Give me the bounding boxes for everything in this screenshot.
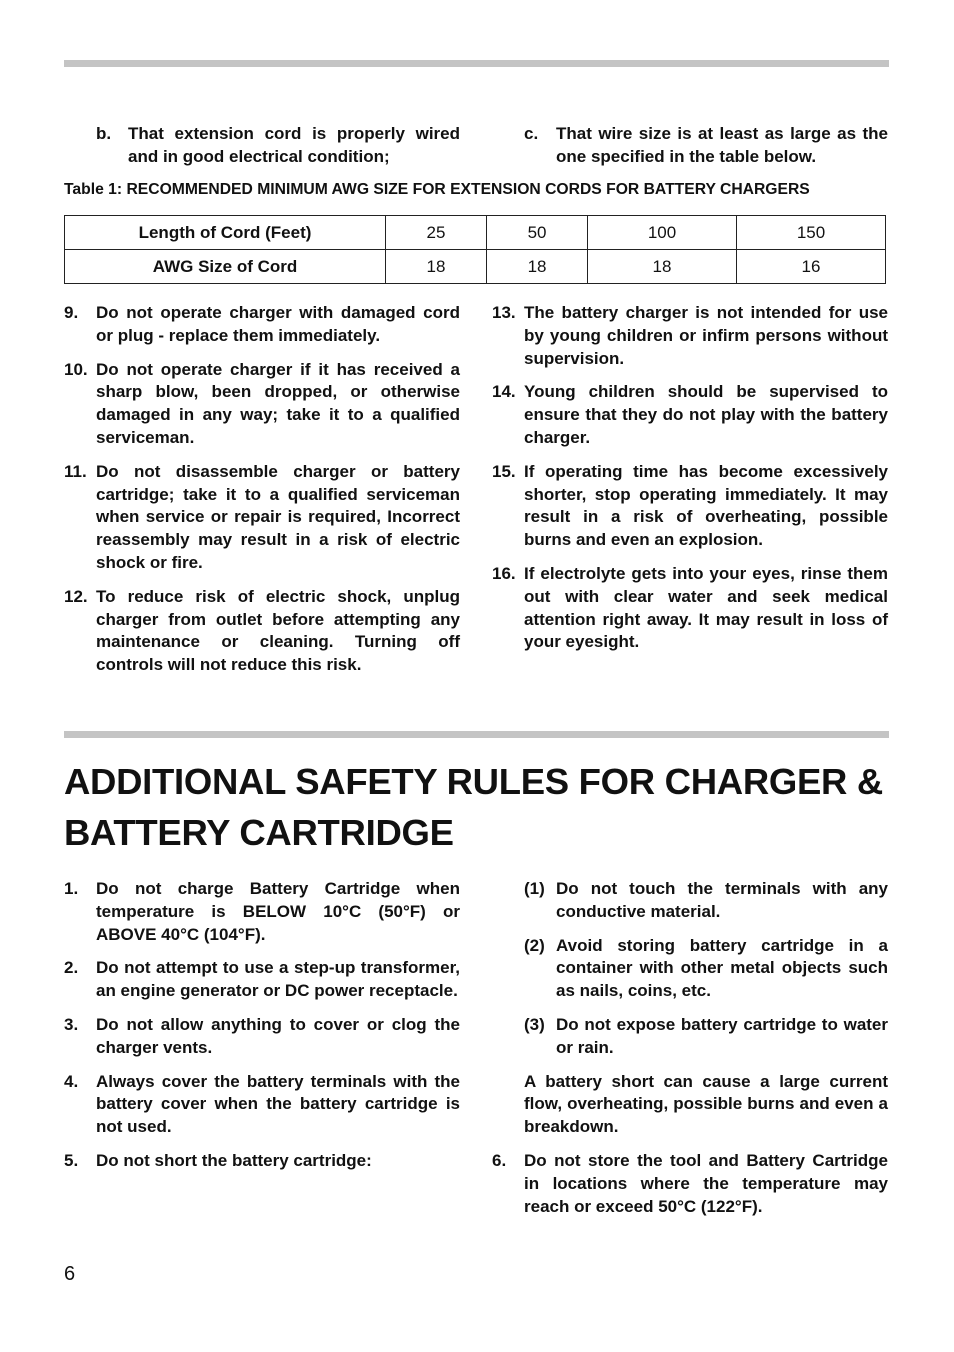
list-item-text: Do not store the tool and Battery Cartridge in locations where the temperature may reach or exceed 50°C (122°F). [524,1150,888,1216]
list-item-b [96,123,460,169]
section-left-list [64,878,460,1184]
list-item [64,359,460,450]
sub-list-item [524,1014,888,1060]
list-item-number: 5. [64,1150,79,1170]
list-item-text: To reduce risk of electric shock, unplug charger from outlet before attempting any maintenance or cleaning. Turning off controls will not reduce this risk. [96,586,460,675]
list-item-number: 2. [64,958,79,978]
list-item [492,381,888,449]
table-cell: 16 [737,250,886,284]
list-item [492,563,888,654]
section-rule [64,731,889,738]
extension-cord-table [64,215,886,284]
list-item-number: 6. [492,1150,507,1170]
battery-short-note: A battery short can cause a large current flow, overheating, possible burns and even a breakdown. [524,1071,888,1137]
table-row [65,216,886,250]
section-heading: ADDITIONAL SAFETY RULES FOR CHARGER & BATTERY CARTRIDGE [64,761,883,853]
page-number: 6 [64,1263,76,1285]
list-item-number: 14. [492,382,516,402]
table-cell: 100 [588,216,737,250]
list-item [64,1150,460,1173]
list-item-number: (2) [524,935,545,955]
table-cell: 50 [487,216,588,250]
list-item-text: Do not expose battery cartridge to water or rain. [556,1014,888,1057]
table-cell: 150 [737,216,886,250]
list-item-number: 13. [492,303,516,322]
list-item [64,878,460,946]
top-rule [64,60,889,67]
list-item-number: 11. [64,461,87,481]
list-item-text: Do not charge Battery Cartridge when temperature is BELOW 10°C (50°F) or ABOVE 40°C (104°F). [96,879,460,944]
section-right-list [492,878,888,1229]
list-item-text: Do not short the battery cartridge: [96,1150,372,1170]
top-right-column [524,123,888,180]
list-item [492,302,888,370]
list-item-number: c. [524,124,539,143]
list-item-text: Do not allow anything to cover or clog the charger vents. [96,1014,460,1057]
table-cell: 18 [386,250,487,284]
table-cell: 18 [487,250,588,284]
list-item [64,957,460,1003]
list-item [64,1071,460,1139]
list-item-number: 12. [64,586,88,606]
list-item-number: 3. [64,1014,79,1034]
table-cell: 25 [386,216,487,250]
list-item-number: (3) [524,1014,545,1034]
table-row-header: Length of Cord (Feet) [65,216,386,250]
list-item-text: Young children should be supervised to ensure that they do not play with the battery charger. [524,382,888,447]
list-item-text: Always cover the battery terminals with the battery cover when the battery cartridge is not used. [96,1071,460,1137]
list-item-number: 1. [64,879,79,898]
list-item-number: b. [96,124,112,143]
list-item-text: Do not disassemble charger or battery cartridge; take it to a qualified serviceman when service or repair is required, Incorrect reassembly may result in a risk of electric shock or fire. [96,461,460,572]
list-item-text: Do not attempt to use a step-up transformer, an engine generator or DC power receptacle. [96,958,460,1001]
list-item-number: 16. [492,563,516,583]
list-item-text: Do not operate charger with damaged cord or plug - replace them immediately. [96,303,460,345]
list-item [492,1150,888,1218]
list-item-text: If operating time has become excessively shorter, stop operating immediately. It may result in a risk of overheating, possible burns and even an explosion. [524,461,888,550]
top-left-column [96,123,460,180]
list-item [64,1014,460,1060]
list-item-text: The battery charger is not intended for use by young children or infirm persons without supervision. [524,303,888,368]
list-item [492,461,888,552]
list-item-text: That wire size is at least as large as the one specified in the table below. [556,124,888,166]
list-item [64,586,460,677]
table-row [65,250,886,284]
list-item-number: 10. [64,359,88,379]
list-item-number: 9. [64,303,79,322]
sub-list-item [524,935,888,1003]
list-item-c [524,123,888,169]
list-item-text: That extension cord is properly wired and in good electrical condition; [128,124,460,166]
table-row-header: AWG Size of Cord [65,250,386,284]
list-item-text: Do not operate charger if it has received a sharp blow, been dropped, or otherwise damaged in any way; take it to a qualified serviceman. [96,359,460,447]
list-item-number: 4. [64,1071,79,1091]
list-item-number: 15. [492,461,516,481]
sub-list-item [524,878,888,924]
table-cell: 18 [588,250,737,284]
list-item-text: Avoid storing battery cartridge in a container with other metal objects such as nails, coins, etc. [556,935,888,1001]
list-item [64,461,460,575]
list-item-text: If electrolyte gets into your eyes, rinse them out with clear water and seek medical attention right away. It may result in loss of your eyesight. [524,563,888,652]
table-caption: Table 1: RECOMMENDED MINIMUM AWG SIZE FOR EXTENSION CORDS FOR BATTERY CHARGERS [64,181,810,198]
list-item-text: Do not touch the terminals with any conductive material. [556,879,888,921]
list-item [64,302,460,348]
right-list [492,302,888,665]
left-list [64,302,460,688]
list-item-number: (1) [524,879,545,898]
